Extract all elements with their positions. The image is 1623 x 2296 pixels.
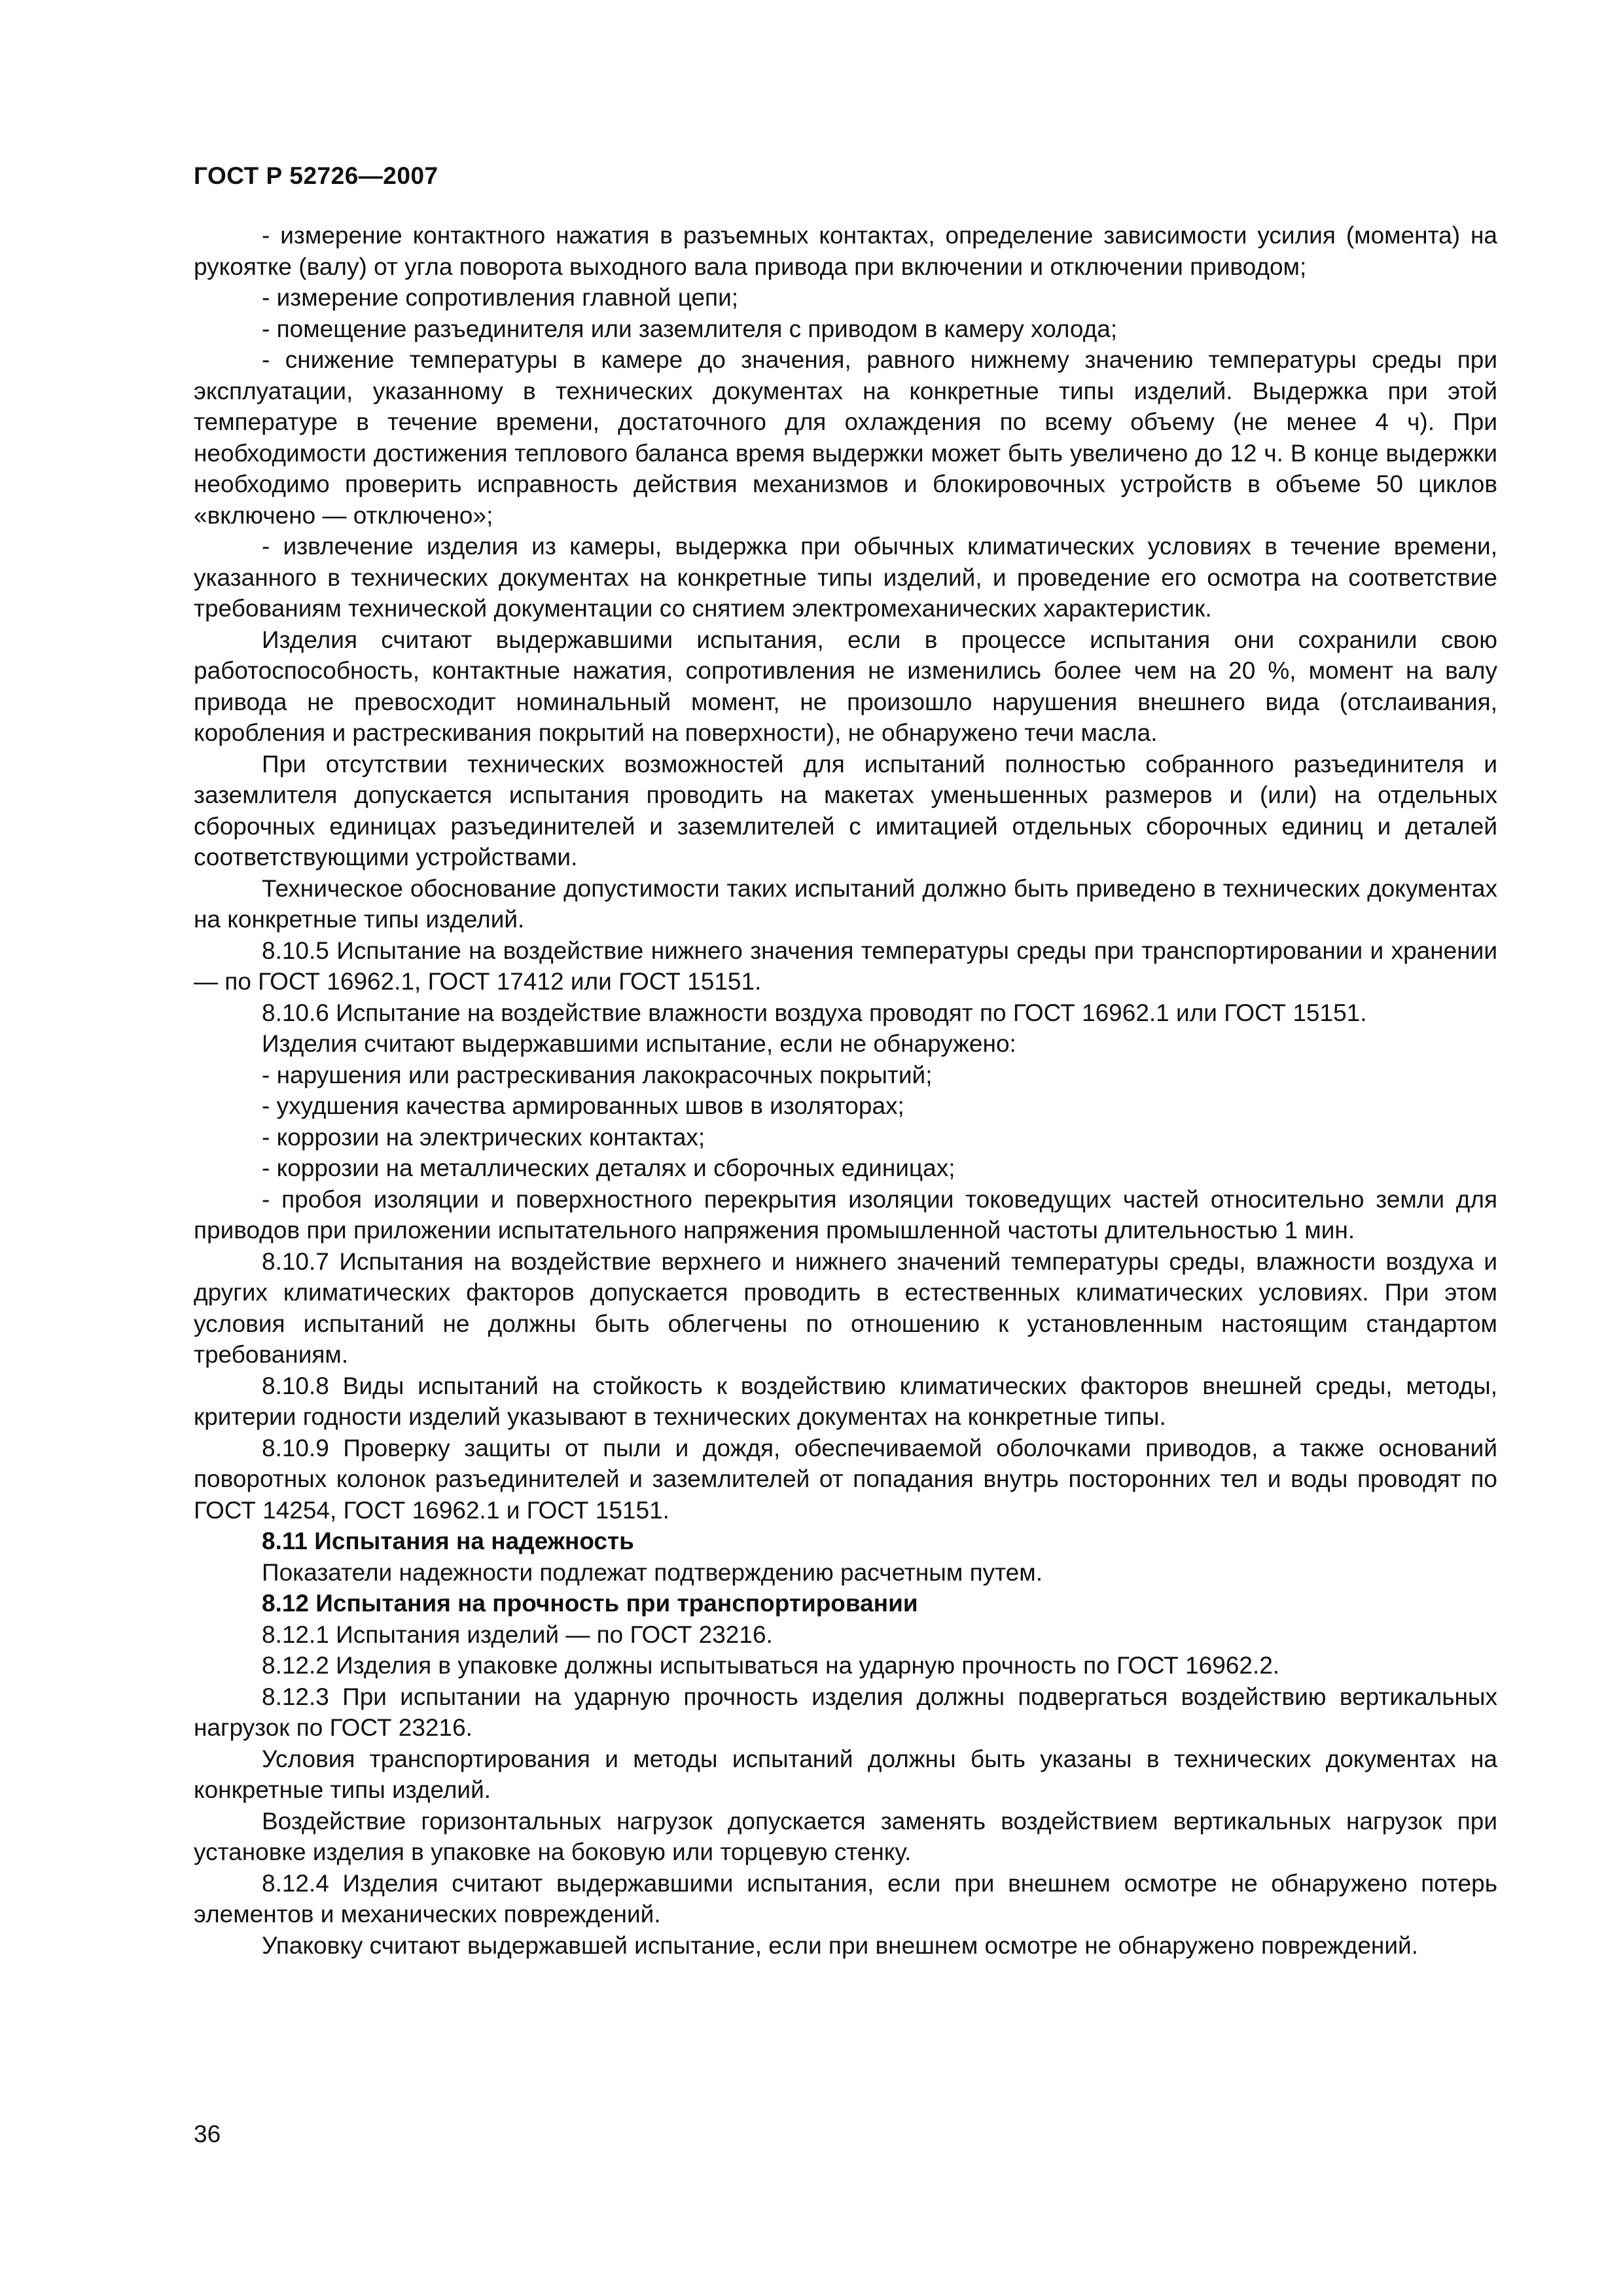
section-heading-8-12: 8.12 Испытания на прочность при транспортировании — [262, 1590, 918, 1617]
paragraph-2: - измерение сопротивления главной цепи; — [262, 284, 739, 311]
paragraph-11: Изделия считают выдержавшими испытание, если не обнаружено: — [262, 1030, 1016, 1057]
paragraph-26: Условия транспортирования и методы испытаний должны быть указаны в технических документах на конкретные типы изделий. — [194, 1745, 1497, 1803]
paragraph-4: - снижение температуры в камере до значения, равного нижнему значению температуры среды при эксплуатации, указанному в технических документах на конкретные типы изделий. Выдержка при этой температуре в течение времени, достаточного для охлаждения по всему объему (не менее 4 ч). При необходимости достижения теплового баланса время выдержки может быть увеличено до 12 ч. В конце выдержки необходимо проверить исправность действия механизмов и блокировочных устройств в объеме 50 циклов «включено — отключено»; — [194, 346, 1497, 529]
paragraph-21: Показатели надежности подлежат подтверждению расчетным путем. — [262, 1558, 1043, 1586]
clause-8-10-5: 8.10.5 Испытание на воздействие нижнего значения температуры среды при транспортировании и хранении — по ГОСТ 16962.1, ГОСТ 17412 или ГОСТ 15151. — [194, 937, 1497, 995]
clause-8-10-6: 8.10.6 Испытание на воздействие влажности воздуха проводят по ГОСТ 16962.1 или ГОСТ 15151. — [262, 999, 1367, 1026]
clause-8-10-9: 8.10.9 Проверку защиты от пыли и дождя, обеспечиваемой оболочками приводов, а также оснований поворотных колонок разъединителей и заземлителей от попадания внутрь посторонних тел и воды проводят по ГОСТ 14254, ГОСТ 16962.1 и ГОСТ 15151. — [194, 1434, 1497, 1524]
list-item-2: - ухудшения качества армированных швов в изоляторах; — [262, 1092, 904, 1119]
clause-8-12-4: 8.12.4 Изделия считают выдержавшими испытания, если при внешнем осмотре не обнаружено потерь элементов и механических повреждений. — [194, 1869, 1497, 1928]
list-item-4: - коррозии на металлических деталях и сборочных единицах; — [262, 1155, 955, 1181]
paragraph-5: - извлечение изделия из камеры, выдержка при обычных климатических условиях в течение времени, указанного в технических документах на конкретные типы изделий, и проведение его осмотра на соответствие требованиям технической документации со снятием электромеханических характеристик. — [194, 533, 1497, 622]
clause-8-10-8: 8.10.8 Виды испытаний на стойкость к воздействию климатических факторов внешней среды, методы, критерии годности изделий указывают в технических документах на конкретные типы. — [194, 1372, 1497, 1430]
paragraph-6: Изделия считают выдержавшими испытания, если в процессе испытания они сохранили свою работоспособность, контактные нажатия, сопротивления не изменились более чем на 20 %, момент на валу привода не превосходит номинальный момент, не произошло нарушения внешнего вида (отслаивания, коробления и растрескивания покрытий на поверхности), не обнаружено течи масла. — [194, 626, 1497, 746]
paragraph-29: Упаковку считают выдержавшей испытание, если при внешнем осмотре не обнаружено повреждений. — [262, 1931, 1418, 1959]
page-number: 36 — [194, 2121, 221, 2147]
paragraph-7: При отсутствии технических возможностей для испытаний полностью собранного разъединителя и заземлителя допускается испытания проводить на макетах уменьшенных размеров и (или) на отдельных сборочных единицах разъединителей и заземлителей с имитацией отдельных сборочных единиц и деталей соответствующими устройствами. — [194, 750, 1497, 870]
clause-8-10-7: 8.10.7 Испытания на воздействие верхнего и нижнего значений температуры среды, влажности воздуха и других климатических факторов допускается проводить в естественных климатических условиях. При этом условия испытаний не должны быть облегчены по отношению к установленным настоящим стандартом требованиям. — [194, 1247, 1497, 1368]
list-item-3: - коррозии на электрических контактах; — [262, 1123, 705, 1151]
paragraph-8: Техническое обоснование допустимости таких испытаний должно быть приведено в технических документах на конкретные типы изделий. — [194, 874, 1497, 933]
document-header: ГОСТ Р 52726—2007 — [194, 162, 438, 189]
list-item-5: - пробоя изоляции и поверхностного перекрытия изоляции токоведущих частей относительно земли для приводов при приложении испытательного напряжения промышленной частоты длительностью 1 мин. — [194, 1185, 1497, 1244]
document-body — [194, 220, 1497, 1961]
list-item-1: - нарушения или растрескивания лакокрасочных покрытий; — [262, 1061, 933, 1088]
paragraph-3: - помещение разъединителя или заземлителя с приводом в камеру холода; — [262, 315, 1118, 342]
section-heading-8-11: 8.11 Испытания на надежность — [262, 1528, 634, 1554]
clause-8-12-2: 8.12.2 Изделия в упаковке должны испытываться на ударную прочность по ГОСТ 16962.2. — [262, 1652, 1280, 1679]
paragraph-1: - измерение контактного нажатия в разъемных контактах, определение зависимости усилия (момента) на рукоятке (валу) от угла поворота выходного вала привода при включении и отключении приводом; — [194, 222, 1497, 280]
clause-8-12-3: 8.12.3 При испытании на ударную прочность изделия должны подвергаться воздействию вертикальных нагрузок по ГОСТ 23216. — [194, 1683, 1497, 1741]
clause-8-12-1: 8.12.1 Испытания изделий — по ГОСТ 23216. — [262, 1621, 773, 1648]
paragraph-27: Воздействие горизонтальных нагрузок допускается заменять воздействием вертикальных нагрузок при установке изделия в упаковке на боковую или торцевую стенку. — [194, 1807, 1497, 1865]
